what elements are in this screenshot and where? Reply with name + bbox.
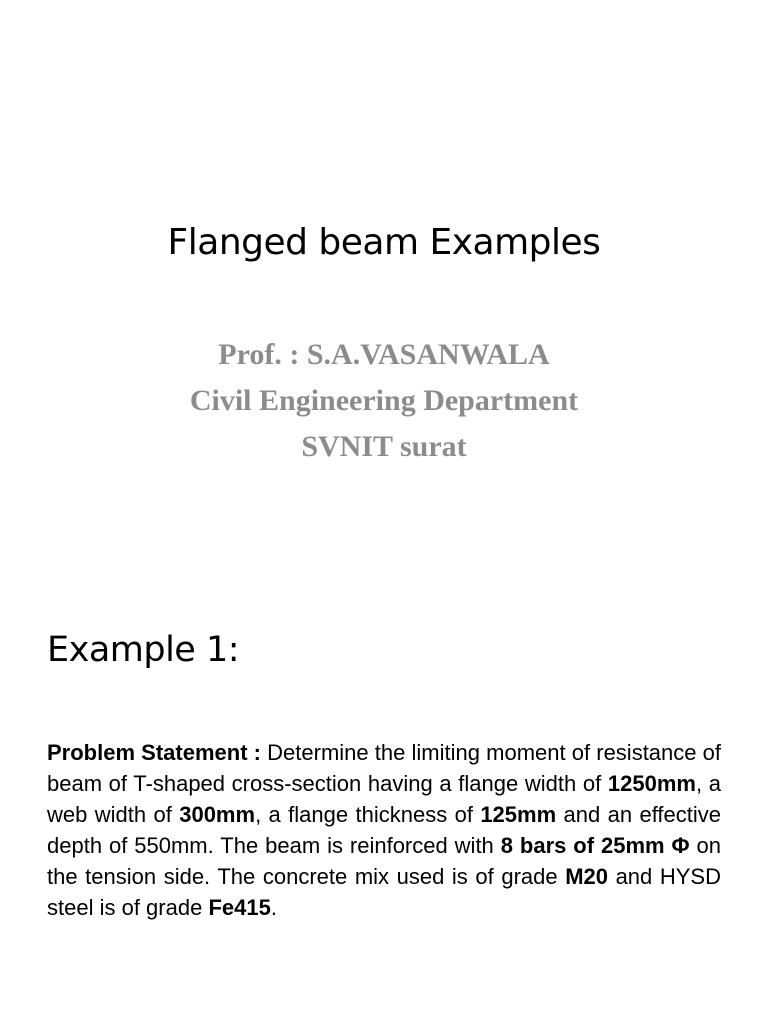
- problem-text-5: on the tension side. The concrete mix used is of grade: [47, 833, 721, 889]
- department-name: Civil Engineering Department: [189, 384, 579, 417]
- problem-text-7: .: [270, 895, 277, 920]
- problem-text-4: and an effective depth of 550mm. The beam is reinforced with: [47, 802, 722, 858]
- problem-statement: [47, 737, 721, 923]
- web-width-value: 300mm: [179, 802, 256, 827]
- deck-title: Flanged beam Examples: [167, 222, 601, 263]
- reinforcement-value: 8 bars of 25mm Φ: [500, 833, 690, 858]
- problem-text-1: Determine the limiting moment of resistance of beam of T-shaped cross-section having a flange width of: [47, 740, 722, 796]
- author-name: Prof. : S.A.VASANWALA: [218, 338, 550, 371]
- concrete-grade-value: M20: [565, 864, 608, 889]
- flange-width-value: 1250mm: [607, 771, 696, 796]
- problem-text-2: , a web width of: [47, 771, 721, 827]
- institute-name: SVNIT surat: [301, 430, 467, 463]
- example-slide: [0, 512, 768, 1024]
- problem-label: Problem Statement :: [47, 740, 262, 765]
- author-block: [0, 332, 768, 470]
- steel-grade-value: Fe415: [208, 895, 271, 920]
- problem-text-3: , a flange thickness of: [255, 802, 481, 827]
- problem-text-6: and HYSD steel is of grade: [47, 864, 721, 920]
- example-heading: Example 1:: [47, 630, 240, 670]
- flange-thickness-value: 125mm: [480, 802, 557, 827]
